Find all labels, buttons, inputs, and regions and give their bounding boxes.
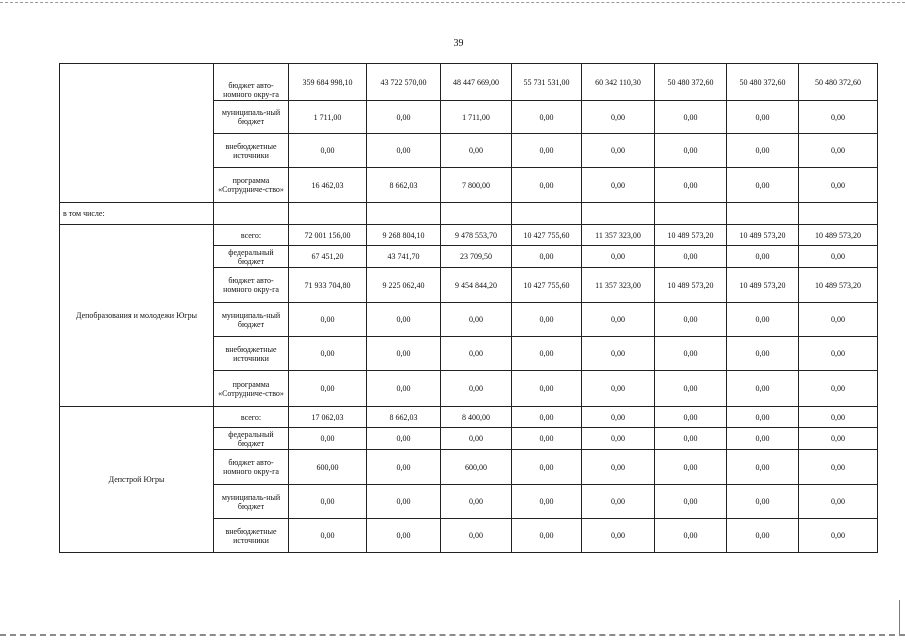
value-cell: 0,00 — [655, 246, 727, 268]
value-cell: 9 454 844,20 — [441, 268, 512, 303]
funding-source: бюджет авто-номного окру-га — [214, 64, 289, 101]
value-cell: 10 489 573,20 — [655, 225, 727, 246]
value-cell: 0,00 — [512, 303, 582, 337]
value-cell: 0,00 — [582, 134, 655, 168]
value-cell: 0,00 — [727, 450, 799, 485]
funding-source: бюджет авто-номного окру-га — [214, 268, 289, 303]
funding-source: муниципаль-ный бюджет — [214, 101, 289, 134]
value-cell: 0,00 — [512, 428, 582, 450]
value-cell: 0,00 — [799, 303, 878, 337]
value-cell: 0,00 — [727, 337, 799, 371]
value-cell: 0,00 — [655, 519, 727, 553]
subheading-row — [60, 203, 878, 225]
value-cell: 0,00 — [582, 337, 655, 371]
value-cell: 0,00 — [441, 519, 512, 553]
value-cell: 0,00 — [799, 519, 878, 553]
value-cell: 8 662,03 — [367, 168, 441, 203]
value-cell: 0,00 — [655, 450, 727, 485]
value-cell: 9 225 062,40 — [367, 268, 441, 303]
value-cell: 10 489 573,20 — [799, 225, 878, 246]
value-cell: 0,00 — [367, 303, 441, 337]
page-number: 39 — [453, 38, 464, 49]
value-cell: 0,00 — [512, 485, 582, 519]
value-cell: 16 462,03 — [289, 168, 367, 203]
funding-source: внебюджетные источники — [214, 519, 289, 553]
value-cell: 0,00 — [289, 485, 367, 519]
value-cell: 0,00 — [441, 485, 512, 519]
value-cell: 0,00 — [441, 303, 512, 337]
subheading-label: в том числе: — [60, 203, 214, 225]
value-cell: 10 489 573,20 — [727, 268, 799, 303]
funding-source: программа «Сотрудниче-ство» — [214, 371, 289, 407]
value-cell: 0,00 — [655, 371, 727, 407]
value-cell: 0,00 — [655, 303, 727, 337]
value-cell: 71 933 704,80 — [289, 268, 367, 303]
funding-source: внебюджетные источники — [214, 337, 289, 371]
value-cell: 0,00 — [367, 134, 441, 168]
value-cell: 0,00 — [512, 246, 582, 268]
value-cell: 0,00 — [582, 303, 655, 337]
value-cell: 11 357 323,00 — [582, 225, 655, 246]
value-cell: 0,00 — [512, 407, 582, 428]
value-cell: 43 722 570,00 — [367, 64, 441, 101]
value-cell: 0,00 — [727, 428, 799, 450]
value-cell: 0,00 — [512, 450, 582, 485]
value-cell: 10 427 755,60 — [512, 225, 582, 246]
value-cell: 600,00 — [441, 450, 512, 485]
value-cell: 0,00 — [367, 101, 441, 134]
value-cell: 0,00 — [367, 337, 441, 371]
value-cell: 0,00 — [799, 450, 878, 485]
funding-source: внебюджетные источники — [214, 134, 289, 168]
value-cell: 67 451,20 — [289, 246, 367, 268]
value-cell: 0,00 — [289, 519, 367, 553]
value-cell: 0,00 — [799, 407, 878, 428]
funding-table — [59, 63, 878, 553]
value-cell: 48 447 669,00 — [441, 64, 512, 101]
value-cell: 0,00 — [512, 134, 582, 168]
value-cell: 0,00 — [289, 428, 367, 450]
value-cell: 0,00 — [727, 303, 799, 337]
value-cell: 0,00 — [582, 428, 655, 450]
value-cell: 8 662,03 — [367, 407, 441, 428]
value-cell: 0,00 — [512, 168, 582, 203]
value-cell: 0,00 — [441, 134, 512, 168]
value-cell: 23 709,50 — [441, 246, 512, 268]
value-cell: 0,00 — [367, 519, 441, 553]
table-row — [60, 407, 878, 428]
value-cell: 43 741,70 — [367, 246, 441, 268]
funding-source: всего: — [214, 225, 289, 246]
value-cell: 0,00 — [799, 246, 878, 268]
value-cell: 0,00 — [727, 485, 799, 519]
value-cell: 0,00 — [655, 101, 727, 134]
value-cell: 0,00 — [289, 134, 367, 168]
value-cell: 0,00 — [727, 407, 799, 428]
value-cell: 0,00 — [367, 428, 441, 450]
value-cell: 0,00 — [727, 134, 799, 168]
table-row — [60, 225, 878, 246]
funding-source: муниципаль-ный бюджет — [214, 485, 289, 519]
value-cell: 9 268 804,10 — [367, 225, 441, 246]
funding-source: муниципаль-ный бюджет — [214, 303, 289, 337]
value-cell: 50 480 372,60 — [799, 64, 878, 101]
funding-source: федеральный бюджет — [214, 428, 289, 450]
scan-edge-right — [899, 600, 900, 634]
value-cell: 0,00 — [655, 168, 727, 203]
funding-source: федеральный бюджет — [214, 246, 289, 268]
value-cell: 0,00 — [582, 450, 655, 485]
value-cell: 10 489 573,20 — [727, 225, 799, 246]
value-cell: 0,00 — [512, 519, 582, 553]
value-cell: 0,00 — [727, 101, 799, 134]
value-cell: 0,00 — [799, 337, 878, 371]
value-cell: 0,00 — [655, 337, 727, 371]
value-cell: 0,00 — [655, 428, 727, 450]
value-cell: 60 342 110,30 — [582, 64, 655, 101]
value-cell: 0,00 — [655, 134, 727, 168]
scan-edge-bottom — [0, 634, 905, 636]
value-cell: 0,00 — [655, 485, 727, 519]
table-row — [60, 64, 878, 101]
value-cell: 0,00 — [367, 485, 441, 519]
value-cell: 17 062,03 — [289, 407, 367, 428]
value-cell: 55 731 531,00 — [512, 64, 582, 101]
value-cell: 0,00 — [799, 485, 878, 519]
value-cell: 0,00 — [441, 337, 512, 371]
funding-source: программа «Сотрудниче-ство» — [214, 168, 289, 203]
value-cell: 0,00 — [582, 246, 655, 268]
value-cell: 10 489 573,20 — [655, 268, 727, 303]
scan-edge-top — [0, 2, 905, 3]
value-cell: 0,00 — [582, 485, 655, 519]
org-name: Депобразования и молодежи Югры — [60, 225, 214, 407]
value-cell: 0,00 — [441, 371, 512, 407]
value-cell: 0,00 — [512, 101, 582, 134]
value-cell: 0,00 — [582, 519, 655, 553]
value-cell: 359 684 998,10 — [289, 64, 367, 101]
value-cell: 0,00 — [289, 337, 367, 371]
value-cell: 0,00 — [582, 101, 655, 134]
value-cell: 0,00 — [367, 450, 441, 485]
value-cell: 0,00 — [512, 337, 582, 371]
value-cell: 0,00 — [441, 428, 512, 450]
funding-source: бюджет авто-номного окру-га — [214, 450, 289, 485]
value-cell: 10 489 573,20 — [799, 268, 878, 303]
value-cell: 0,00 — [367, 371, 441, 407]
value-cell: 0,00 — [655, 407, 727, 428]
value-cell: 1 711,00 — [441, 101, 512, 134]
org-cell-continued — [60, 64, 214, 203]
org-name: Депстрой Югры — [60, 407, 214, 553]
value-cell: 8 400,00 — [441, 407, 512, 428]
value-cell: 0,00 — [799, 371, 878, 407]
value-cell: 0,00 — [799, 101, 878, 134]
value-cell: 72 001 156,00 — [289, 225, 367, 246]
value-cell: 50 480 372,60 — [655, 64, 727, 101]
value-cell: 10 427 755,60 — [512, 268, 582, 303]
value-cell: 0,00 — [799, 134, 878, 168]
value-cell: 0,00 — [727, 246, 799, 268]
value-cell: 0,00 — [799, 428, 878, 450]
value-cell: 0,00 — [727, 371, 799, 407]
value-cell: 0,00 — [289, 303, 367, 337]
value-cell: 11 357 323,00 — [582, 268, 655, 303]
value-cell: 0,00 — [582, 407, 655, 428]
value-cell: 0,00 — [512, 371, 582, 407]
value-cell: 0,00 — [582, 168, 655, 203]
value-cell: 9 478 553,70 — [441, 225, 512, 246]
value-cell: 0,00 — [582, 371, 655, 407]
value-cell: 1 711,00 — [289, 101, 367, 134]
value-cell: 0,00 — [289, 371, 367, 407]
value-cell: 0,00 — [727, 168, 799, 203]
funding-source: всего: — [214, 407, 289, 428]
value-cell: 600,00 — [289, 450, 367, 485]
value-cell: 0,00 — [799, 168, 878, 203]
value-cell: 0,00 — [727, 519, 799, 553]
value-cell: 7 800,00 — [441, 168, 512, 203]
value-cell: 50 480 372,60 — [727, 64, 799, 101]
